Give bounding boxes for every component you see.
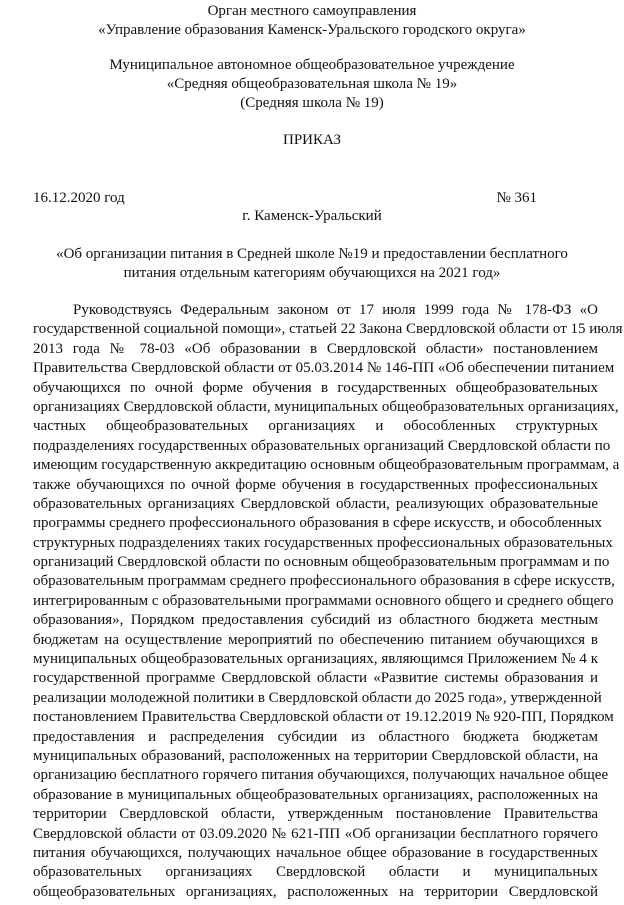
body-line: 2013 года № 78-03 «Об образовании в Свердловской области» постановлением — [33, 340, 598, 357]
body-line: Свердловской области от 03.09.2020 № 621-ПП «Об организации бесплатного горячего — [33, 825, 598, 842]
body-line: питания обучающихся, получающих начальное общее образование в государственных — [33, 844, 598, 861]
body-line: государственной программе Свердловской области «Развитие системы образования и — [33, 670, 598, 687]
body-paragraph — [33, 301, 623, 902]
body-line: предоставления и распределения субсидии из областного бюджета бюджетам — [33, 728, 598, 745]
body-line: общеобразовательных организациях, расположенных на территории Свердловской — [33, 883, 598, 900]
body-line: муниципальных общеобразовательных организациях, являющимся Приложением № 4 к — [33, 651, 598, 668]
body-line: Руководствуясь Федеральным законом от 17 июля 1999 года № 178-ФЗ «О — [73, 302, 598, 318]
document-date: 16.12.2020 год — [33, 190, 125, 206]
body-line: образование в муниципальных общеобразовательных организациях, расположенных на — [33, 786, 598, 803]
body-line: имеющим государственную аккредитацию основным общеобразовательным программам, а — [33, 457, 620, 474]
body-line: организаций Свердловской области по основным общеобразовательным программам и по — [33, 554, 610, 571]
school-line-2: «Средняя общеобразовательная школа № 19» — [166, 76, 458, 92]
body-line: также обучающихся по очной форме обучения в государственных профессиональных — [33, 476, 598, 493]
body-line: образовательным программам среднего профессионального образования в сфере искусств, — [33, 573, 615, 590]
org-line-2: «Управление образования Каменск-Уральского городского округа» — [98, 22, 526, 38]
body-line: государственной социальной помощи», статьей 22 Закона Свердловской области от 15 июля — [33, 321, 623, 338]
org-line-1: Орган местного самоуправления — [207, 3, 417, 19]
body-line: территории Свердловской области, утвержденным постановление Правительства — [33, 806, 598, 823]
body-line: организацию бесплатного горячего питания обучающихся, получающих начальное общее — [33, 767, 609, 784]
city: г. Каменск-Уральский — [242, 208, 382, 224]
body-line: программы среднего профессионального образования в сфере искусств, и обособленных — [33, 515, 602, 532]
body-line: образовательных организациях Свердловской области, реализующих образовательные — [33, 495, 598, 512]
body-line: реализации молодежной политики в Свердловской области до 2025 года», утвержденной — [33, 689, 602, 706]
school-line-1: Муниципальное автономное общеобразовательное учреждение — [109, 57, 515, 73]
body-line: образовательных организациях Свердловской области и муниципальных — [33, 864, 598, 881]
subject-line-1: «Об организации питания в Средней школе №19 и предоставлении бесплатного — [56, 246, 568, 262]
body-line: бюджетам на осуществление мероприятий по обеспечению питанием обучающихся в — [33, 631, 598, 648]
document-number: № 361 — [496, 190, 537, 206]
school-line-3: (Средняя школа № 19) — [240, 95, 384, 111]
date-number-line — [33, 189, 537, 208]
document-title: ПРИКАЗ — [283, 132, 341, 148]
body-line: организациях Свердловской области, муниципальных общеобразовательных организациях, — [33, 398, 619, 415]
body-line: образования», Порядком предоставления субсидий из областного бюджета местным — [33, 612, 598, 629]
body-line: подразделениях государственных образовательных организаций Свердловской области по — [33, 437, 611, 454]
subject-line-2: питания отдельным категориям обучающихся на 2021 год» — [123, 265, 501, 281]
body-line: структурных подразделениях таких государственных профессиональных образовательных — [33, 534, 613, 551]
body-line: постановлением Правительства Свердловской области от 19.12.2019 № 920-ПП, Порядком — [33, 709, 614, 726]
body-line: частных общеобразовательных организациях и обособленных структурных — [33, 418, 598, 435]
body-line: интегрированным с образовательными программами основного общего и среднего общего — [33, 592, 614, 609]
body-line: обучающихся по очной форме обучения в государственных общеобразовательных — [33, 379, 598, 396]
body-line: муниципальных образований, расположенных на территории Свердловской области, на — [33, 747, 598, 764]
body-line: Правительства Свердловской области от 05.03.2014 № 146-ПП «Об обеспечении питанием — [33, 360, 615, 377]
